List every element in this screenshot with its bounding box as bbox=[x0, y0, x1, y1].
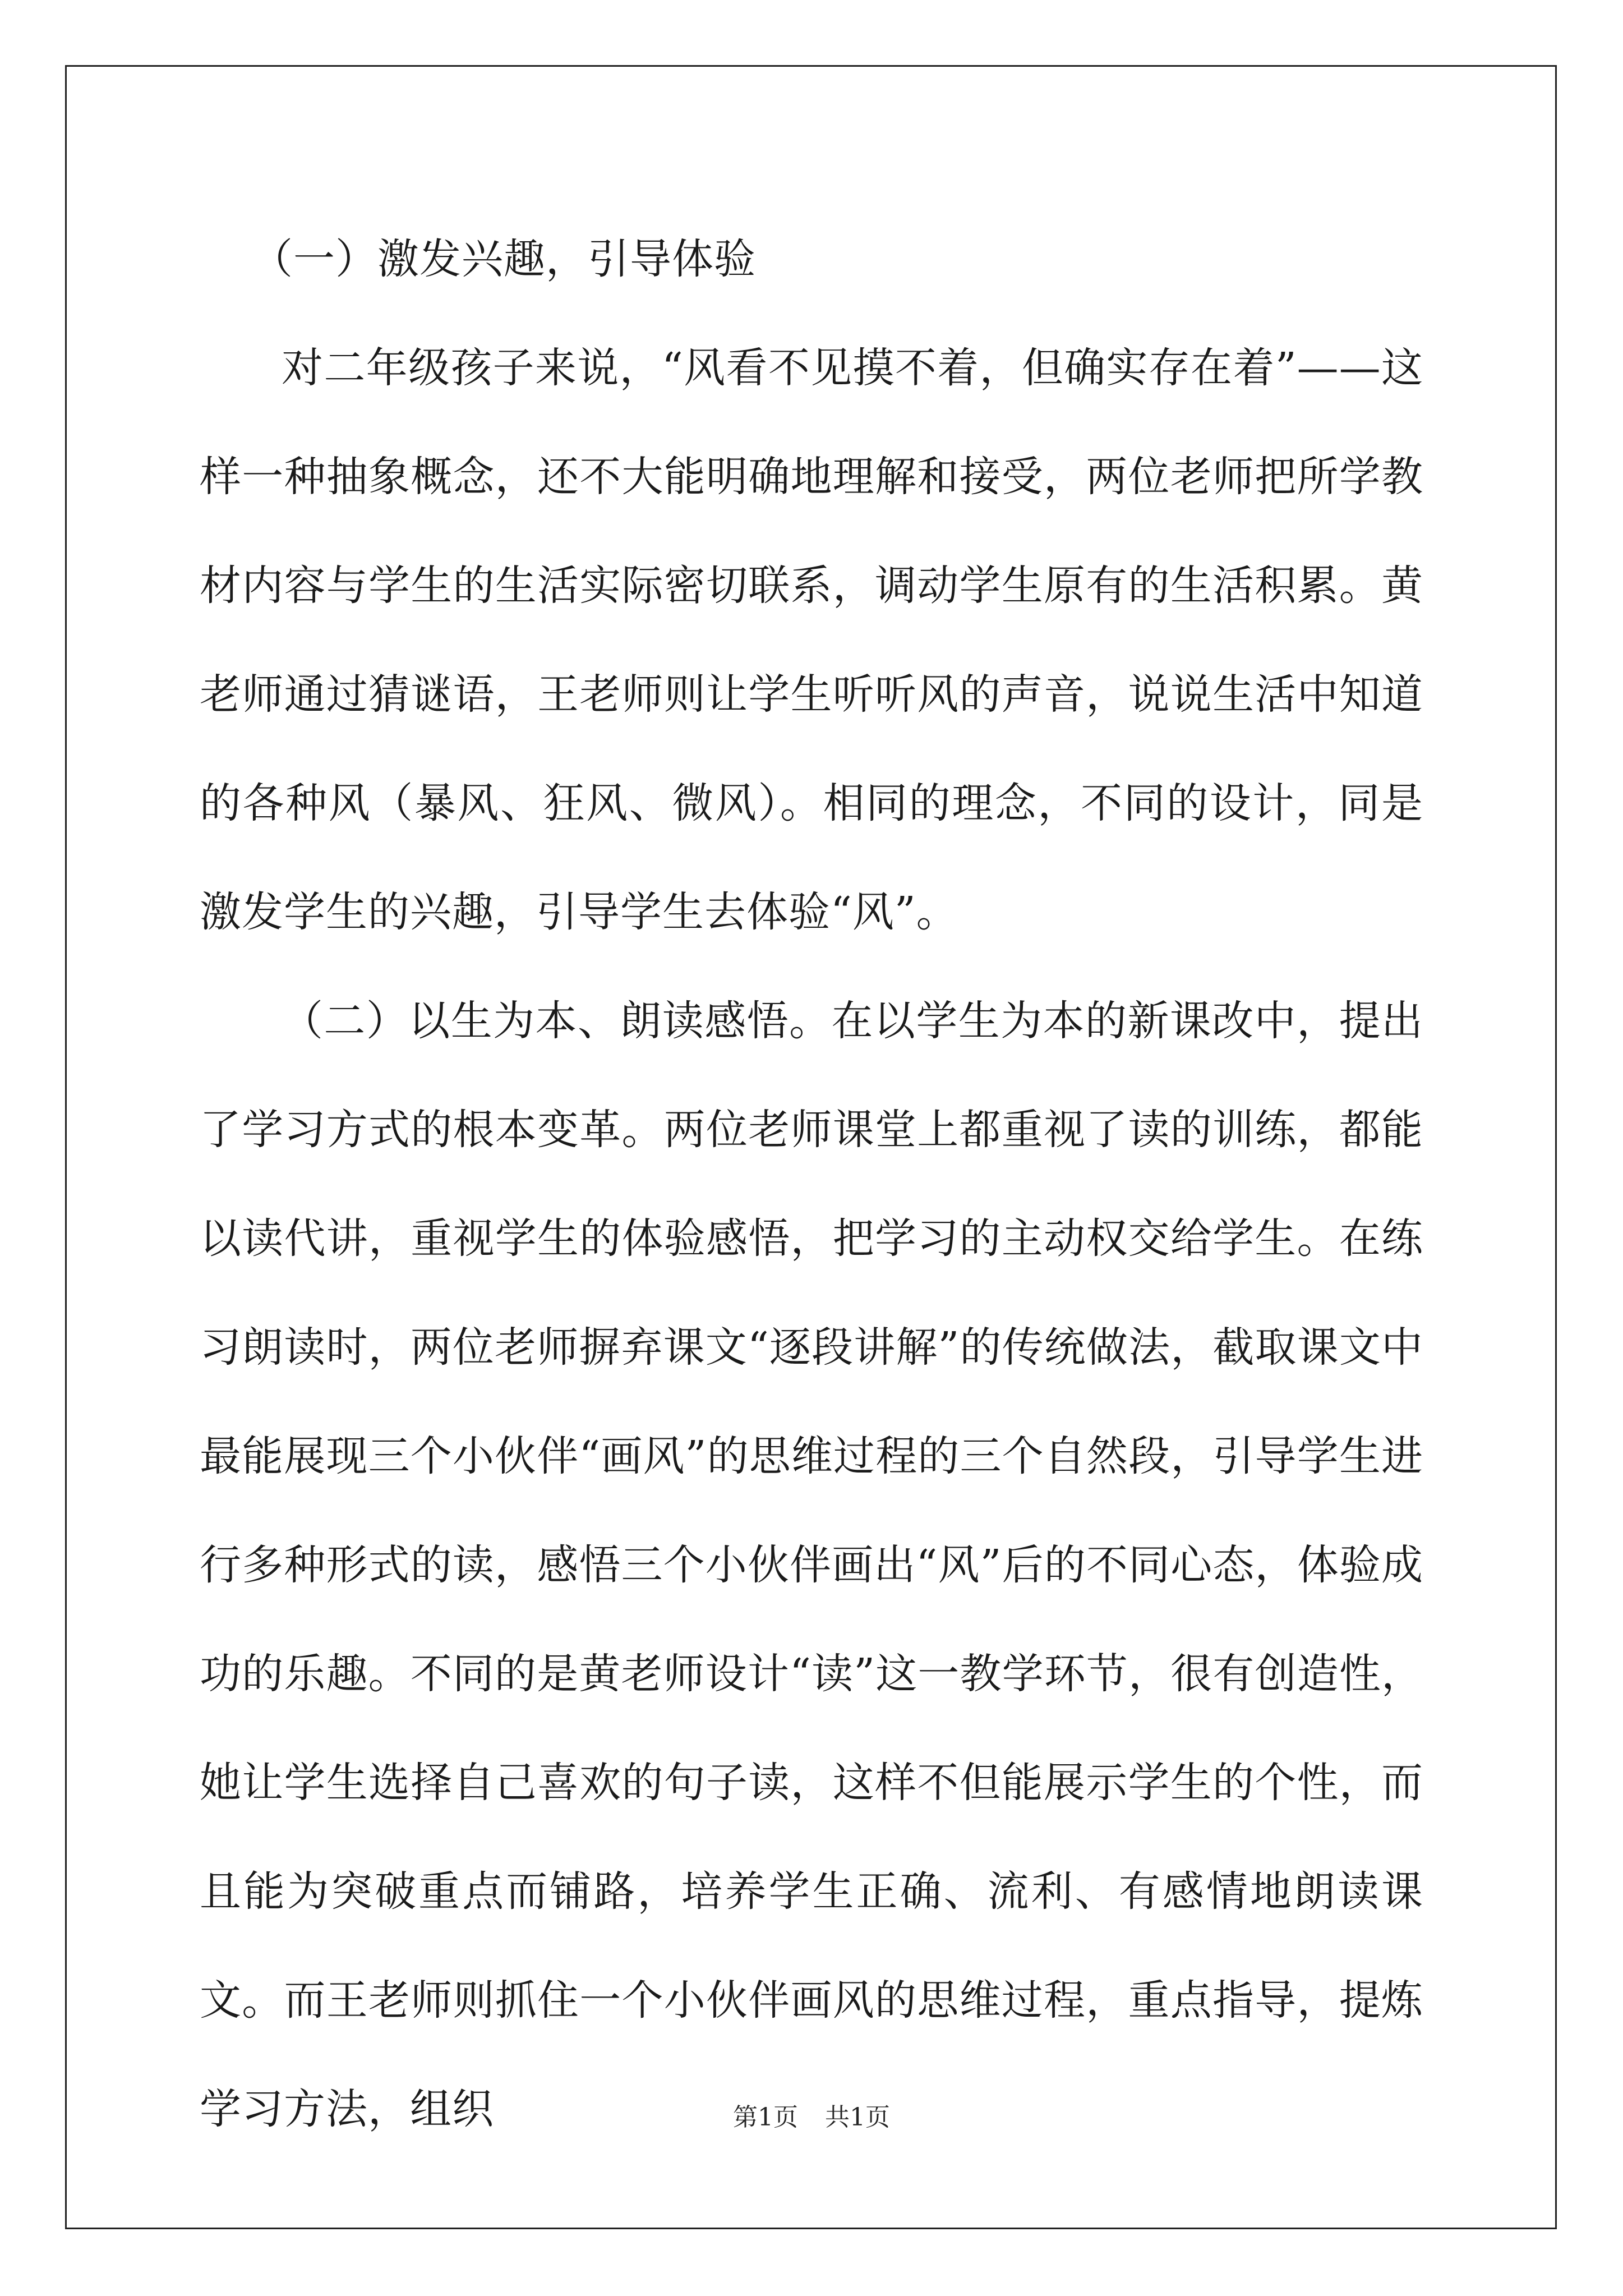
paragraph: 对二年级孩子来说，“风看不见摸不着，但确实存在着”——这样一种抽象概念，还不大能明确地理解和接受，两位老师把所学教材内容与学生的生活实际密切联系，调动学生原有的生活积累。黄老师通过猜谜语，王老师则让学生听听风的声音，说说生活中知道的各种风（暴风、狂风、微风）。相同的理念，不同的设计，同是激发学生的兴趣，引导学生去体验“风”。 bbox=[200, 344, 1423, 936]
section-heading: （一）激发兴趣，引导体验 bbox=[251, 235, 756, 283]
page-footer bbox=[0, 2101, 1623, 2134]
page-total: 共1页 bbox=[825, 2103, 890, 2132]
paragraph: （二）以生为本、朗读感悟。在以学生为本的新课改中，提出了学习方式的根本变革。两位老师课堂上都重视了读的训练，都能以读代讲，重视学生的体验感悟，把学习的主动权交给学生。在练习朗读时，两位老师摒弃课文“逐段讲解”的传统做法，截取课文中最能展现三个小伙伴“画风”的思维过程的三个自然段，引导学生进行多种形式的读，感悟三个小伙伴画出“风”后的不同心态，体验成功的乐趣。不同的是黄老师设计“读”这一教学环节，很有创造性，她让学生选择自己喜欢的句子读，这样不但能展示学生的个性，而且能为突破重点而铺路，培养学生正确、流利、有感情地朗读课文。而王老师则抓住一个小伙伴画风的思维过程，重点指导，提炼学习方法，组织 bbox=[200, 997, 1423, 2133]
document-body bbox=[200, 205, 1423, 2164]
page-number: 第1页 bbox=[733, 2103, 798, 2132]
